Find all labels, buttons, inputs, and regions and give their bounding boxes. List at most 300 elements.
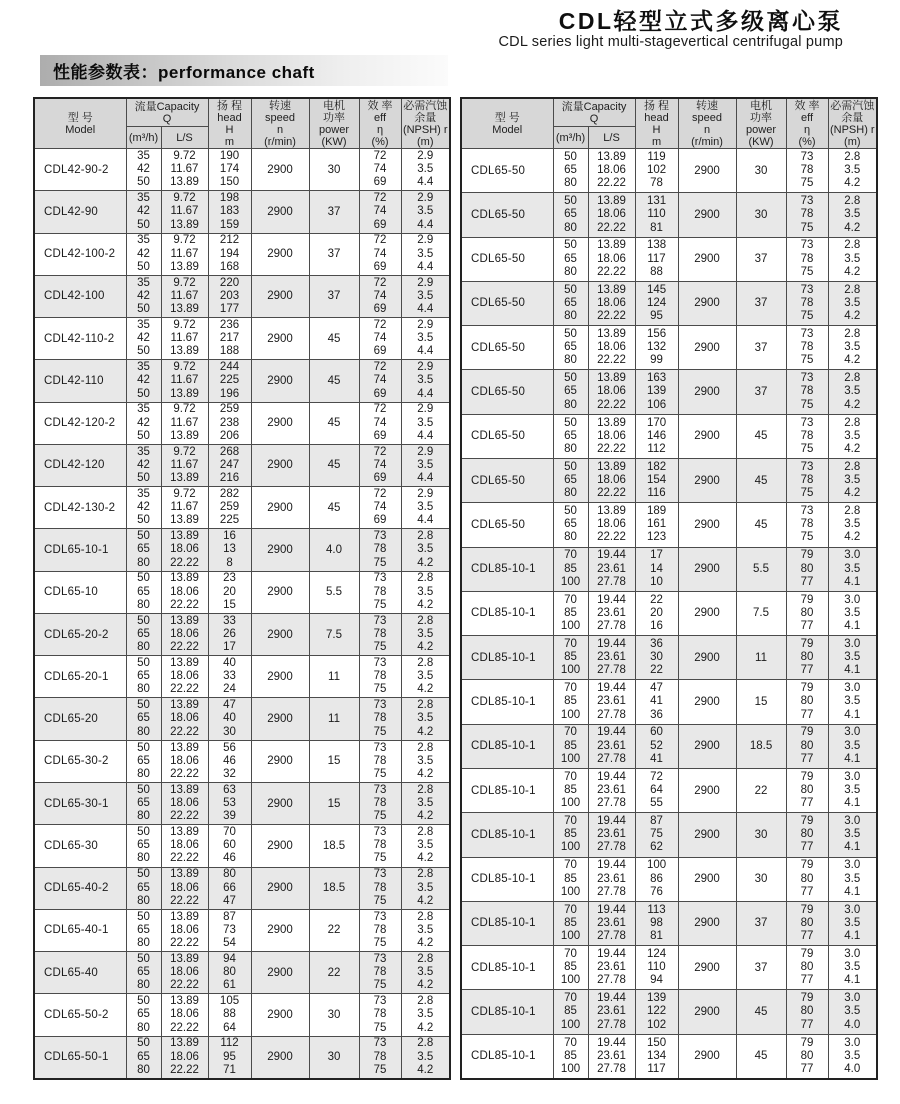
cell-line: 100 [560, 797, 581, 810]
cell-model: CDL65-20 [34, 698, 126, 740]
cell-line: 110 [647, 208, 666, 221]
cell-line: 27.78 [597, 797, 626, 810]
cell-line: 3.0 [844, 770, 861, 783]
cell-line: 2.9 [417, 276, 434, 289]
cell-line: 73 [373, 783, 387, 796]
cell-line: 42 [137, 247, 150, 260]
cell-flow-m3h [553, 990, 588, 1034]
cell-flow-m3h [126, 740, 161, 782]
table-row [461, 636, 877, 680]
cell-line: 22 [650, 664, 663, 677]
cell-line: 4.0 [844, 1062, 861, 1075]
cell-line: 3.5 [417, 627, 434, 640]
cell-speed: 2900 [251, 952, 309, 994]
cell-line: 3.5 [844, 1049, 861, 1062]
cell-power: 11 [309, 698, 359, 740]
cell-line: 70 [564, 549, 577, 562]
cell-head [635, 1034, 678, 1079]
cell-line: 9.72 [173, 276, 196, 289]
cell-line: 71 [223, 1063, 236, 1076]
cell-speed: 2900 [678, 326, 736, 370]
cell-line: 238 [219, 416, 240, 429]
cell-line: 42 [137, 332, 150, 345]
cell-line: 75 [800, 442, 814, 455]
cell-line: 3.5 [417, 416, 434, 429]
cell-line: 145 [646, 283, 667, 296]
cell-line: 75 [373, 725, 387, 738]
cell-line: 77 [800, 708, 814, 721]
table-row [461, 281, 877, 325]
cell-head [208, 698, 251, 740]
cell-line: 105 [219, 995, 240, 1008]
cell-power: 37 [736, 946, 786, 990]
cell-npsh [828, 193, 877, 237]
cell-line: 22.22 [170, 979, 199, 992]
cell-line: 22.22 [170, 1063, 199, 1076]
cell-line: 154 [646, 474, 667, 486]
tables-container [33, 97, 900, 1080]
cell-npsh [828, 990, 877, 1034]
cell-line: 19.44 [597, 859, 626, 872]
cell-model: CDL42-90-2 [34, 149, 126, 191]
cell-line: 18.06 [597, 296, 626, 309]
cell-power: 30 [309, 1036, 359, 1079]
cell-line: 22.22 [170, 767, 199, 780]
cell-power: 37 [309, 233, 359, 275]
cell-line: 3.5 [417, 501, 434, 514]
cell-line: 4.1 [844, 885, 861, 898]
cell-speed: 2900 [678, 636, 736, 680]
cell-flow-ls [161, 571, 208, 613]
cell-line: 18.06 [170, 797, 199, 810]
cell-line: 79 [800, 903, 814, 916]
table-row [34, 571, 450, 613]
cell-line: 72 [373, 234, 387, 247]
cell-line: 36 [650, 637, 663, 650]
cell-line: 36 [650, 708, 663, 721]
cell-line: 13.89 [170, 657, 199, 670]
cell-flow-m3h [553, 281, 588, 325]
cell-line: 80 [137, 641, 150, 654]
cell-line: 4.4 [417, 345, 434, 358]
cell-line: 75 [800, 177, 814, 190]
cell-speed: 2900 [678, 680, 736, 724]
cell-line: 19.44 [597, 726, 626, 739]
cell-speed: 2900 [678, 946, 736, 990]
cell-power: 45 [736, 458, 786, 502]
cell-line: 11.67 [170, 416, 199, 429]
table-row [34, 149, 450, 191]
cell-speed: 2900 [678, 813, 736, 857]
cell-line: 95 [650, 310, 663, 323]
cell-eff [359, 275, 401, 317]
cell-line: 73 [800, 416, 814, 429]
cell-speed: 2900 [678, 1034, 736, 1079]
cell-npsh [828, 370, 877, 414]
cell-line: 212 [219, 234, 240, 247]
cell-line: 85 [564, 961, 577, 974]
cell-model: CDL85-10-1 [461, 547, 553, 591]
cell-head [208, 613, 251, 655]
table-row [34, 909, 450, 951]
cell-flow-ls [161, 994, 208, 1036]
cell-line: 65 [564, 518, 577, 531]
cell-eff [359, 782, 401, 824]
cell-line: 2.8 [417, 699, 434, 712]
cell-npsh [401, 360, 450, 402]
cell-power: 45 [736, 414, 786, 458]
cell-flow-m3h [126, 529, 161, 571]
cell-head [635, 857, 678, 901]
cell-flow-m3h [553, 547, 588, 591]
cell-line: 138 [646, 239, 667, 252]
cell-line: 4.4 [417, 176, 434, 189]
cell-line: 79 [800, 637, 814, 650]
cell-line: 73 [373, 910, 387, 923]
table-row [461, 458, 877, 502]
cell-flow-m3h [553, 193, 588, 237]
cell-line: 85 [564, 606, 577, 619]
cell-line: 100 [560, 930, 581, 943]
cell-line: 73 [373, 1037, 387, 1050]
cell-line: 3.5 [417, 332, 434, 345]
cell-line: 18.06 [597, 518, 626, 531]
cell-model: CDL85-10-1 [461, 1034, 553, 1079]
cell-power: 45 [309, 444, 359, 486]
section-header-label: 性能参数表：performance chaft [53, 63, 315, 82]
cell-flow-m3h [126, 698, 161, 740]
cell-line: 3.5 [844, 296, 861, 309]
cell-line: 11.67 [170, 332, 199, 345]
cell-head [208, 402, 251, 444]
cell-line: 27.78 [597, 575, 626, 588]
cell-line: 64 [223, 1021, 236, 1034]
cell-line: 225 [219, 374, 240, 387]
cell-flow-m3h [553, 326, 588, 370]
cell-line: 11.67 [170, 374, 199, 387]
cell-line: 4.2 [417, 598, 434, 611]
cell-line: 23.61 [597, 562, 626, 575]
cell-line: 13.89 [170, 472, 199, 485]
cell-line: 27.78 [597, 974, 626, 987]
cell-line: 3.5 [417, 1050, 434, 1063]
cell-head [635, 901, 678, 945]
cell-line: 65 [137, 543, 150, 556]
cell-line: 74 [373, 289, 387, 302]
cell-line: 4.0 [844, 1018, 861, 1031]
cell-npsh [828, 1034, 877, 1079]
cell-line: 47 [650, 682, 663, 695]
cell-line: 23.61 [597, 916, 626, 929]
cell-line: 18.06 [170, 754, 199, 767]
cell-npsh [401, 867, 450, 909]
cell-speed: 2900 [678, 458, 736, 502]
cell-model: CDL85-10-1 [461, 990, 553, 1034]
cell-line: 17 [223, 641, 236, 654]
cell-line: 78 [373, 670, 387, 683]
cell-line: 11.67 [170, 247, 199, 260]
cell-line: 78 [373, 966, 387, 979]
cell-flow-ls [588, 591, 635, 635]
cell-eff [359, 233, 401, 275]
cell-head [208, 740, 251, 782]
table-body-right [461, 149, 877, 1080]
cell-line: 79 [800, 726, 814, 739]
cell-npsh [401, 994, 450, 1036]
cell-line: 110 [647, 961, 666, 974]
cell-line: 2.9 [417, 234, 434, 247]
cell-line: 65 [137, 670, 150, 683]
cell-line: 80 [137, 937, 150, 950]
cell-head [208, 149, 251, 191]
table-row [461, 946, 877, 990]
table-row [461, 237, 877, 281]
cell-speed: 2900 [678, 370, 736, 414]
cell-line: 50 [137, 530, 150, 543]
cell-line: 4.2 [844, 487, 861, 500]
cell-line: 35 [137, 487, 150, 500]
cell-line: 22.22 [597, 442, 626, 455]
table-row [461, 768, 877, 812]
cell-line: 247 [219, 458, 240, 471]
cell-flow-ls [588, 724, 635, 768]
cell-line: 80 [223, 868, 236, 881]
cell-line: 42 [137, 205, 150, 218]
cell-line: 3.5 [417, 458, 434, 471]
cell-eff [786, 768, 828, 812]
cell-line: 27.78 [597, 885, 626, 898]
cell-npsh [828, 281, 877, 325]
cell-line: 35 [137, 276, 150, 289]
cell-line: 4.2 [417, 767, 434, 780]
cell-line: 47 [223, 699, 236, 712]
cell-line: 78 [650, 177, 663, 190]
cell-flow-m3h [126, 487, 161, 529]
cell-head [635, 813, 678, 857]
cell-line: 190 [219, 149, 240, 162]
cell-line: 65 [137, 1008, 150, 1021]
cell-line: 73 [800, 327, 814, 340]
cell-flow-ls [588, 857, 635, 901]
cell-line: 3.0 [844, 947, 861, 960]
cell-flow-ls [161, 402, 208, 444]
cell-line: 85 [564, 651, 577, 664]
cell-head [208, 275, 251, 317]
cell-head [635, 990, 678, 1034]
cell-flow-m3h [553, 857, 588, 901]
cell-npsh [401, 613, 450, 655]
cell-line: 189 [646, 505, 667, 518]
cell-line: 13.89 [597, 460, 626, 473]
cell-line: 65 [137, 712, 150, 725]
cell-line: 177 [219, 303, 240, 316]
cell-power: 18.5 [309, 867, 359, 909]
cell-npsh [401, 233, 450, 275]
cell-line: 3.5 [844, 695, 861, 708]
cell-line: 99 [650, 354, 663, 367]
cell-line: 69 [373, 345, 387, 358]
cell-flow-m3h [553, 724, 588, 768]
cell-power: 30 [736, 857, 786, 901]
cell-model: CDL65-50-1 [34, 1036, 126, 1079]
cell-line: 3.5 [844, 474, 861, 486]
cell-line: 80 [564, 487, 577, 500]
table-row [34, 952, 450, 994]
cell-line: 122 [646, 1005, 667, 1018]
cell-line: 150 [646, 1036, 667, 1049]
cell-model: CDL85-10-1 [461, 813, 553, 857]
cell-head [635, 149, 678, 193]
cell-line: 18.06 [170, 966, 199, 979]
cell-line: 69 [373, 514, 387, 527]
cell-line: 87 [223, 910, 236, 923]
cell-model: CDL65-40 [34, 952, 126, 994]
cell-line: 100 [560, 885, 581, 898]
cell-eff [786, 547, 828, 591]
cell-line: 13.89 [170, 429, 199, 442]
cell-line: 75 [650, 828, 663, 841]
cell-flow-ls [161, 613, 208, 655]
cell-line: 163 [646, 372, 667, 385]
cell-line: 70 [564, 815, 577, 828]
cell-line: 74 [373, 205, 387, 218]
cell-line: 50 [564, 372, 577, 385]
cell-npsh [828, 326, 877, 370]
cell-line: 124 [646, 947, 667, 960]
cell-line: 80 [800, 872, 814, 885]
cell-line: 65 [564, 252, 577, 265]
cell-line: 23.61 [597, 783, 626, 796]
cell-flow-ls [161, 1036, 208, 1079]
cell-speed: 2900 [251, 1036, 309, 1079]
cell-line: 2.8 [417, 614, 434, 627]
cell-flow-m3h [126, 444, 161, 486]
cell-power: 15 [309, 740, 359, 782]
cell-line: 16 [650, 620, 663, 633]
cell-line: 2.8 [417, 741, 434, 754]
cell-flow-m3h [553, 901, 588, 945]
cell-line: 4.2 [417, 683, 434, 696]
cell-power: 5.5 [309, 571, 359, 613]
cell-eff [786, 1034, 828, 1079]
cell-line: 3.0 [844, 726, 861, 739]
col-header-ls: L/S [161, 127, 208, 149]
cell-line: 3.0 [844, 859, 861, 872]
cell-flow-m3h [126, 994, 161, 1036]
cell-line: 168 [219, 260, 240, 273]
cell-flow-m3h [553, 1034, 588, 1079]
cell-line: 4.4 [417, 303, 434, 316]
cell-line: 4.2 [417, 852, 434, 865]
cell-line: 2.9 [417, 445, 434, 458]
cell-head [635, 636, 678, 680]
cell-line: 94 [223, 952, 236, 965]
cell-line: 40 [223, 712, 236, 725]
cell-line: 3.5 [844, 651, 861, 664]
cell-line: 2.9 [417, 192, 434, 205]
cell-model: CDL42-100-2 [34, 233, 126, 275]
cell-flow-m3h [126, 867, 161, 909]
cell-line: 50 [137, 429, 150, 442]
cell-line: 2.8 [844, 505, 861, 518]
cell-flow-ls [161, 825, 208, 867]
cell-model: CDL85-10-1 [461, 857, 553, 901]
cell-speed: 2900 [251, 571, 309, 613]
cell-line: 35 [137, 403, 150, 416]
cell-line: 42 [137, 374, 150, 387]
cell-head [208, 318, 251, 360]
cell-npsh [828, 946, 877, 990]
cell-line: 81 [650, 930, 663, 943]
cell-line: 65 [564, 341, 577, 354]
cell-flow-ls [588, 149, 635, 193]
cell-line: 9.72 [173, 403, 196, 416]
cell-model: CDL65-50 [461, 281, 553, 325]
cell-flow-ls [161, 275, 208, 317]
cell-line: 4.2 [417, 641, 434, 654]
cell-line: 4.1 [844, 752, 861, 765]
cell-line: 183 [219, 205, 240, 218]
cell-npsh [401, 529, 450, 571]
cell-model: CDL65-20-1 [34, 656, 126, 698]
cell-line: 17 [650, 549, 663, 562]
cell-head [635, 724, 678, 768]
cell-line: 19.44 [597, 1036, 626, 1049]
cell-line: 11.67 [170, 205, 199, 218]
cell-flow-m3h [553, 414, 588, 458]
cell-model: CDL85-10-1 [461, 636, 553, 680]
cell-line: 65 [564, 296, 577, 309]
cell-line: 73 [800, 505, 814, 518]
cell-line: 78 [800, 474, 814, 486]
cell-model: CDL85-10-1 [461, 591, 553, 635]
table-row [34, 740, 450, 782]
cell-line: 27.78 [597, 664, 626, 677]
cell-flow-ls [588, 326, 635, 370]
cell-power: 45 [736, 1034, 786, 1079]
cell-line: 80 [800, 783, 814, 796]
cell-line: 18.06 [597, 474, 626, 486]
cell-power: 45 [309, 487, 359, 529]
col-header-model: 型 号 Model [34, 98, 126, 149]
cell-line: 80 [564, 398, 577, 411]
cell-line: 50 [137, 952, 150, 965]
cell-model: CDL42-110-2 [34, 318, 126, 360]
table-row [34, 994, 450, 1036]
cell-line: 53 [223, 797, 236, 810]
page-title: CDL轻型立式多级离心泵 [558, 8, 843, 34]
cell-line: 80 [800, 828, 814, 841]
cell-line: 22.22 [597, 487, 626, 500]
cell-line: 4.2 [844, 310, 861, 323]
cell-line: 32 [223, 767, 236, 780]
cell-line: 80 [137, 1021, 150, 1034]
cell-speed: 2900 [251, 994, 309, 1036]
cell-line: 35 [137, 318, 150, 331]
cell-line: 2.8 [844, 283, 861, 296]
cell-line: 72 [373, 149, 387, 162]
cell-speed: 2900 [678, 149, 736, 193]
cell-npsh [828, 503, 877, 547]
cell-line: 55 [650, 797, 663, 810]
cell-line: 73 [373, 657, 387, 670]
cell-power: 37 [736, 281, 786, 325]
cell-line: 75 [373, 641, 387, 654]
cell-npsh [401, 444, 450, 486]
cell-line: 27.78 [597, 930, 626, 943]
title-block [0, 0, 900, 50]
cell-line: 78 [373, 923, 387, 936]
